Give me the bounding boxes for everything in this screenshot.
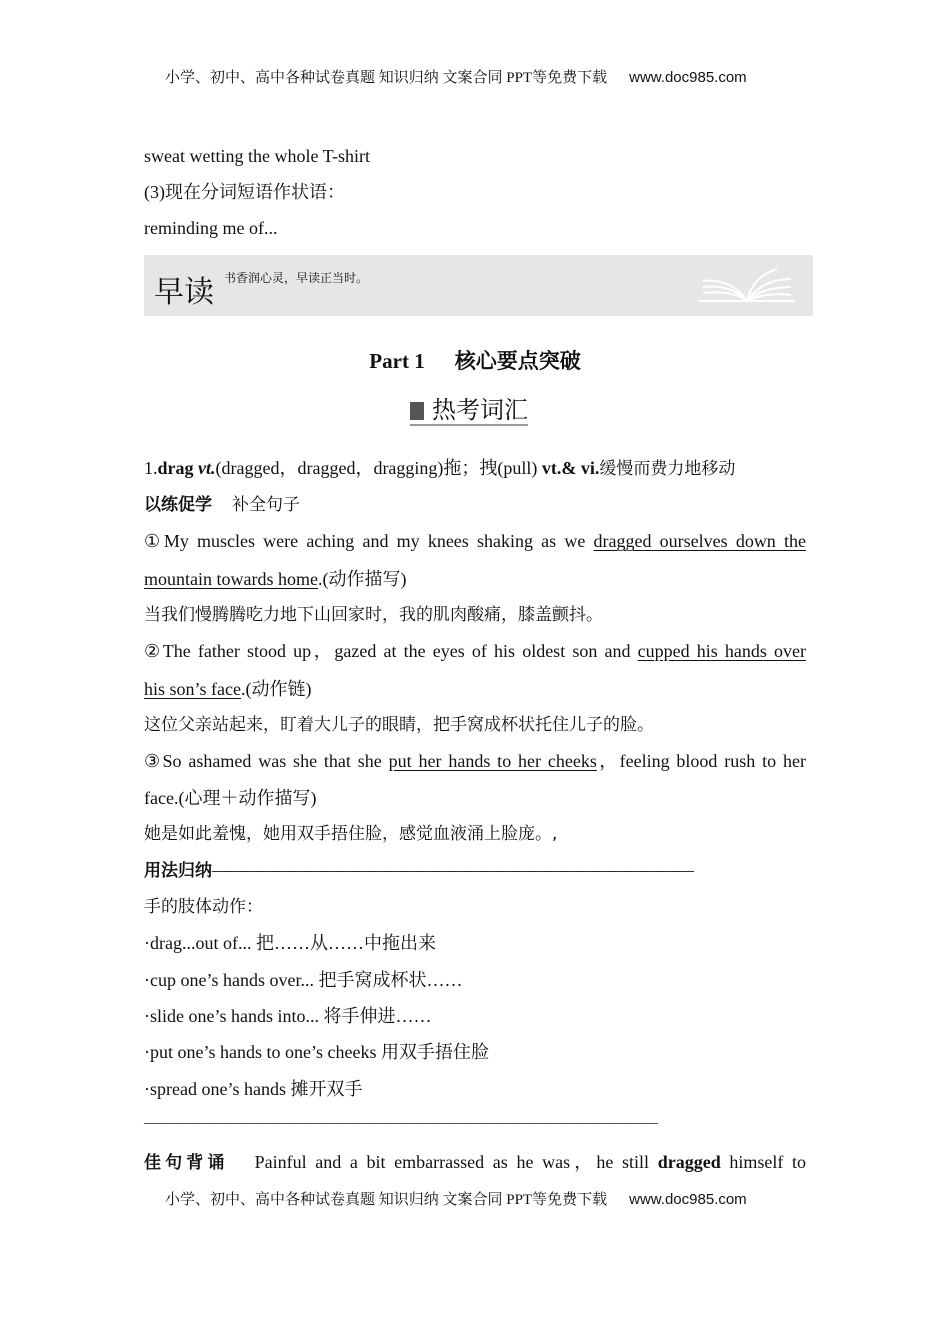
usage-item: ·drag...out of... 把……从……中拖出来: [144, 933, 436, 953]
sentence-3: ③So ashamed was she that she put her hands to her cheeks，feeling blood rush to her: [144, 751, 807, 771]
section-heading: 热考词汇: [410, 396, 528, 426]
usage-label: 用法归纳——————————————————————————————: [144, 860, 692, 881]
divider: ————————————————————————————————: [144, 1112, 656, 1132]
sentence-3-cn: 她是如此羞愧，她用双手捂住脸，感觉血液涌上脸庞。,: [144, 824, 558, 844]
sentence-2-cn: 这位父亲站起来，盯着大儿子的眼睛，把手窝成杯状托住儿子的脸。: [144, 715, 654, 735]
text-line: sweat wetting the whole T-shirt: [144, 146, 370, 166]
page-footer: 小学、初中、高中各种试卷真题 知识归纳 文案合同 PPT等免费下载 www.doc985.com: [165, 1191, 747, 1208]
vocab-entry: 1.drag vt.(dragged，dragged，dragging)拖；拽(pull) vt.& vi.缓慢而费力地移动: [144, 458, 736, 479]
sentence-2-cont: his son’s face.(动作链): [144, 679, 312, 699]
good-sentence: 佳句背诵 Painful and a bit embarrassed as he was，he still dragged himself to: [144, 1152, 807, 1173]
usage-item: ·put one’s hands to one’s cheeks 用双手捂住脸: [144, 1042, 489, 1062]
open-book-icon: [699, 265, 795, 305]
morning-reading-banner: 早读 书香润心灵，早读正当时。: [144, 255, 813, 316]
sentence-3-cont: face.(心理＋动作描写): [144, 788, 317, 808]
sentence-1-cn: 当我们慢腾腾吃力地下山回家时，我的肌肉酸痛，膝盖颤抖。: [144, 605, 603, 625]
sentence-1-cont: mountain towards home.(动作描写): [144, 569, 407, 589]
part-heading: Part 1 核心要点突破: [369, 349, 581, 373]
page-header: 小学、初中、高中各种试卷真题 知识归纳 文案合同 PPT等免费下载 www.doc985.com: [165, 69, 747, 86]
practice-label: 以练促学 补全句子: [144, 495, 300, 515]
usage-item: ·spread one’s hands 摊开双手: [144, 1079, 363, 1099]
text-line: reminding me of...: [144, 218, 278, 238]
usage-item: ·slide one’s hands into... 将手伸进……: [144, 1006, 432, 1026]
sentence-2: ②The father stood up，gazed at the eyes of his oldest son and cupped his hands over: [144, 641, 806, 661]
usage-heading: 手的肢体动作：: [144, 897, 263, 917]
heading-marker-icon: [410, 402, 424, 420]
sentence-1: ①My muscles were aching and my knees shaking as we dragged ourselves down the: [144, 531, 806, 551]
usage-item: ·cup one’s hands over... 把手窝成杯状……: [144, 970, 463, 990]
text-line: (3)现在分词短语作状语：: [144, 182, 345, 202]
